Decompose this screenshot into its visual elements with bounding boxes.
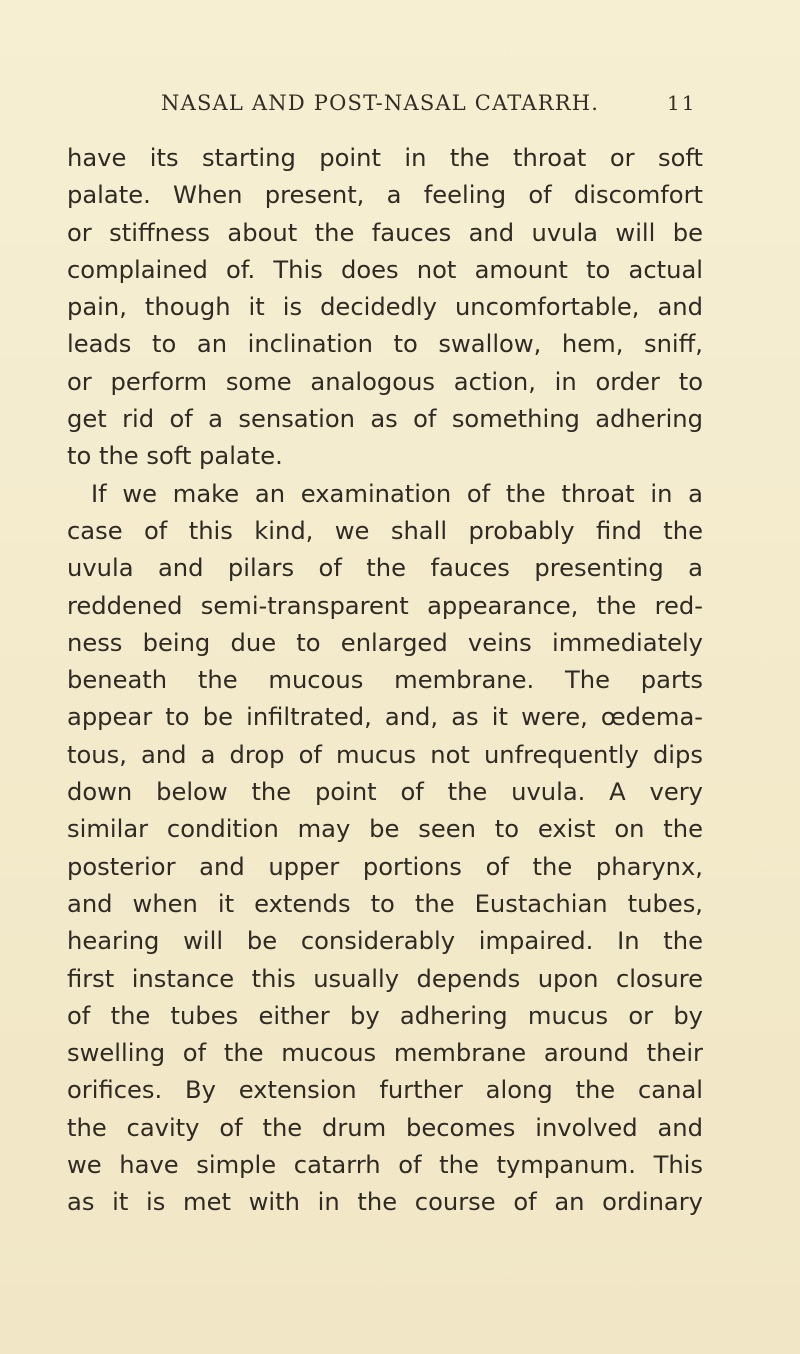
text-line: the cavity of the drum becomes involved and [67,1113,703,1142]
text-line: tous, and a drop of mucus not unfrequently dips [67,740,703,769]
body-text [67,140,703,1222]
text-line: reddened semi-transparent appearance, the red- [67,591,703,620]
text-line: orifices. By extension further along the canal [67,1076,703,1105]
text-line: we have simple catarrh of the tympanum. This [67,1151,703,1180]
running-title: NASAL AND POST-NASAL CATARRH. [161,91,600,115]
page-header [0,89,800,119]
text-line: appear to be infiltrated, and, as it were, œdema- [67,703,703,732]
text-line: posterior and upper portions of the pharynx, [67,852,703,881]
text-line: palate. When present, a feeling of discomfort [67,181,703,210]
text-line: leads to an inclination to swallow, hem, sniff, [67,330,703,359]
text-line: similar condition may be seen to exist on the [67,815,703,844]
text-line: down below the point of the uvula. A very [67,778,703,807]
paragraph-start-line: If we make an examination of the throat in a [91,479,703,508]
paragraph-end-line: to the soft palate. [67,442,283,471]
text-line: beneath the mucous membrane. The parts [67,666,703,695]
text-line: or perform some analogous action, in order to [67,367,703,396]
text-line: and when it extends to the Eustachian tubes, [67,889,703,918]
text-line: of the tubes either by adhering mucus or by [67,1001,703,1030]
text-line: hearing will be considerably impaired. In the [67,927,703,956]
text-line: or stiffness about the fauces and uvula will be [67,218,703,247]
text-line: get rid of a sensation as of something adhering [67,405,703,434]
text-line: have its starting point in the throat or soft [67,144,703,172]
text-line: pain, though it is decidedly uncomfortable, and [67,293,703,322]
text-line: case of this kind, we shall probably find the [67,516,703,545]
text-line: ness being due to enlarged veins immediately [67,628,703,657]
text-line: uvula and pilars of the fauces presenting a [67,554,703,583]
text-line: as it is met with in the course of an ordinary [67,1188,703,1217]
text-line: complained of. This does not amount to actual [67,255,703,284]
text-line: swelling of the mucous membrane around their [67,1039,703,1068]
text-line: first instance this usually depends upon closure [67,964,703,993]
page-number: 11 [667,91,697,115]
